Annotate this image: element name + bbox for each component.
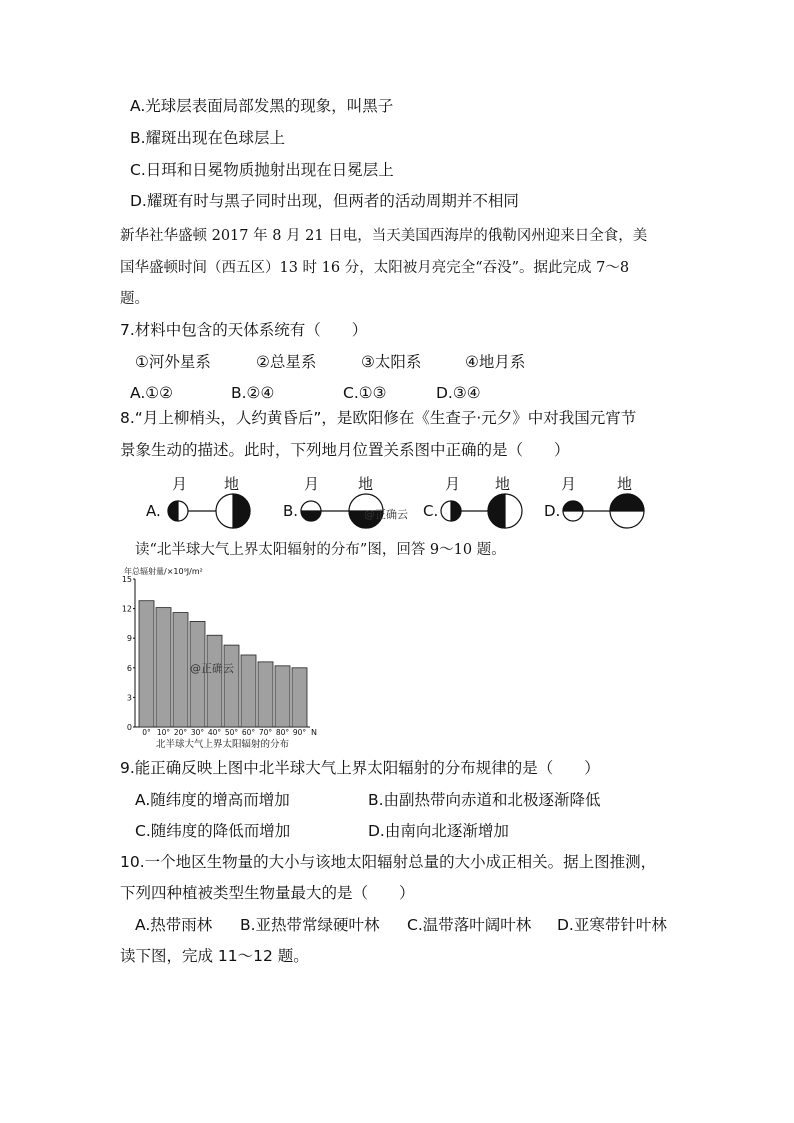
bar-2 — [173, 613, 188, 727]
option-b-earth-label: 地 — [358, 475, 374, 493]
option-c-label: C. — [423, 502, 439, 520]
bar-1 — [156, 608, 171, 727]
option-c-moon-label: 月 — [445, 475, 461, 493]
q9-intro: 读“北半球大气上界太阳辐射的分布”图，回答 9～10 题。 — [135, 542, 506, 558]
bar-5 — [224, 645, 239, 727]
q9-option-b: B.由副热带向赤道和北极逐渐降低 — [368, 791, 601, 809]
y-tick-label: 12 — [121, 604, 132, 614]
y-tick-label: 6 — [126, 663, 132, 673]
q9-stem: 9.能正确反映上图中北半球大气上界太阳辐射的分布规律的是（ ） — [120, 759, 600, 777]
option-b-moon-shade — [301, 511, 321, 521]
q7-option-b: B.②④ — [231, 384, 275, 402]
q7-item-3: ③太阳系 — [361, 353, 422, 371]
option-c-earth-label: 地 — [495, 475, 511, 493]
q7-item-2: ②总星系 — [256, 353, 317, 371]
q6-option-d: D.耀斑有时与黑子同时出现，但两者的活动周期并不相同 — [130, 192, 519, 210]
q6-option-a: A.光球层表面局部发黑的现象，叫黑子 — [130, 97, 394, 115]
x-tick-label: 10° — [156, 728, 171, 737]
x-tick-label: 70° — [258, 728, 273, 737]
q8-stem-line-1: 8.“月上柳梢头，人约黄昏后”，是欧阳修在《生查子·元夕》中对我国元宵节 — [120, 409, 637, 427]
q10-option-a: A.热带雨林 — [135, 916, 213, 934]
radiation-chart — [118, 562, 328, 754]
q7-item-1: ①河外星系 — [135, 353, 211, 371]
x-tick-label: 20° — [173, 728, 188, 737]
chart-xlabel: N — [311, 728, 317, 737]
q6-option-b: B.耀斑出现在色球层上 — [130, 129, 286, 147]
q9-option-c: C.随纬度的降低而增加 — [135, 822, 291, 840]
q11-intro: 读下图，完成 11～12 题。 — [120, 947, 309, 965]
chart-title: 北半球大气上界太阳辐射的分布 — [156, 739, 290, 750]
q7-option-c: C.①③ — [343, 384, 387, 402]
q7-option-d: D.③④ — [436, 384, 481, 402]
option-a-earth-shade — [233, 494, 250, 528]
option-a-moon-label: 月 — [172, 475, 188, 493]
bar-4 — [207, 635, 222, 727]
x-tick-label: 80° — [275, 728, 290, 737]
x-tick-label: 50° — [224, 728, 239, 737]
option-b-label: B. — [283, 502, 299, 520]
chart-watermark: @正确云 — [190, 662, 234, 675]
q10-stem-line-2: 下列四种植被类型生物量最大的是（ ） — [120, 884, 415, 902]
option-d-moon-label: 月 — [561, 475, 577, 493]
chart-ylabel: 年总辐射量/×10⁹J/m² — [124, 567, 203, 576]
bar-7 — [258, 662, 273, 727]
earth-moon-diagram — [140, 470, 660, 532]
passage-line-1: 新华社华盛顿 2017 年 8 月 21 日电，当天美国西海岸的俄勒冈州迎来日全食，美 — [120, 228, 648, 244]
x-tick-label: 30° — [190, 728, 205, 737]
q10-option-d: D.亚寒带针叶林 — [557, 916, 667, 934]
q9-option-d: D.由南向北逐渐增加 — [368, 822, 509, 840]
option-a-label: A. — [146, 502, 161, 520]
bar-6 — [241, 655, 256, 727]
option-c-moon-shade — [451, 501, 461, 521]
diagram-watermark: @正确云 — [364, 508, 408, 521]
passage-line-3: 题。 — [120, 291, 149, 307]
option-a-moon-shade — [168, 501, 178, 521]
bar-9 — [292, 668, 307, 727]
q8-stem-line-2: 景象生动的描述。此时，下列地月位置关系图中正确的是（ ） — [120, 441, 570, 459]
q6-option-c: C.日珥和日冕物质抛射出现在日冕层上 — [130, 161, 394, 179]
option-d-label: D. — [544, 502, 561, 520]
option-a-earth-label: 地 — [224, 475, 240, 493]
option-b-moon-label: 月 — [304, 475, 320, 493]
option-d-earth-label: 地 — [617, 475, 633, 493]
option-d-moon-shade — [563, 501, 583, 511]
q7-option-a: A.①② — [130, 384, 174, 402]
q7-item-4: ④地月系 — [465, 353, 526, 371]
option-c-earth-shade — [488, 494, 505, 528]
y-tick-label: 15 — [121, 575, 132, 584]
bar-0 — [139, 601, 154, 727]
q10-option-c: C.温带落叶阔叶林 — [407, 916, 532, 934]
y-tick-label: 0 — [126, 723, 132, 732]
passage-line-2: 国华盛顿时间（西五区）13 时 16 分，太阳被月亮完全“吞没”。据此完成 7～8 — [120, 260, 630, 276]
option-d-earth-shade — [610, 494, 644, 511]
bar-8 — [275, 666, 290, 727]
y-tick-label: 9 — [126, 634, 132, 644]
y-tick-label: 3 — [126, 693, 132, 703]
x-tick-label: 90° — [292, 728, 307, 737]
q7-stem: 7.材料中包含的天体系统有（ ） — [120, 321, 368, 339]
q9-option-a: A.随纬度的增高而增加 — [135, 791, 290, 809]
x-tick-label: 60° — [241, 728, 256, 737]
q10-stem-line-1: 10.一个地区生物量的大小与该地太阳辐射总量的大小成正相关。据上图推测， — [120, 853, 657, 871]
q10-option-b: B.亚热带常绿硬叶林 — [240, 916, 380, 934]
x-tick-label: 0° — [142, 728, 151, 737]
x-tick-label: 40° — [207, 728, 222, 737]
